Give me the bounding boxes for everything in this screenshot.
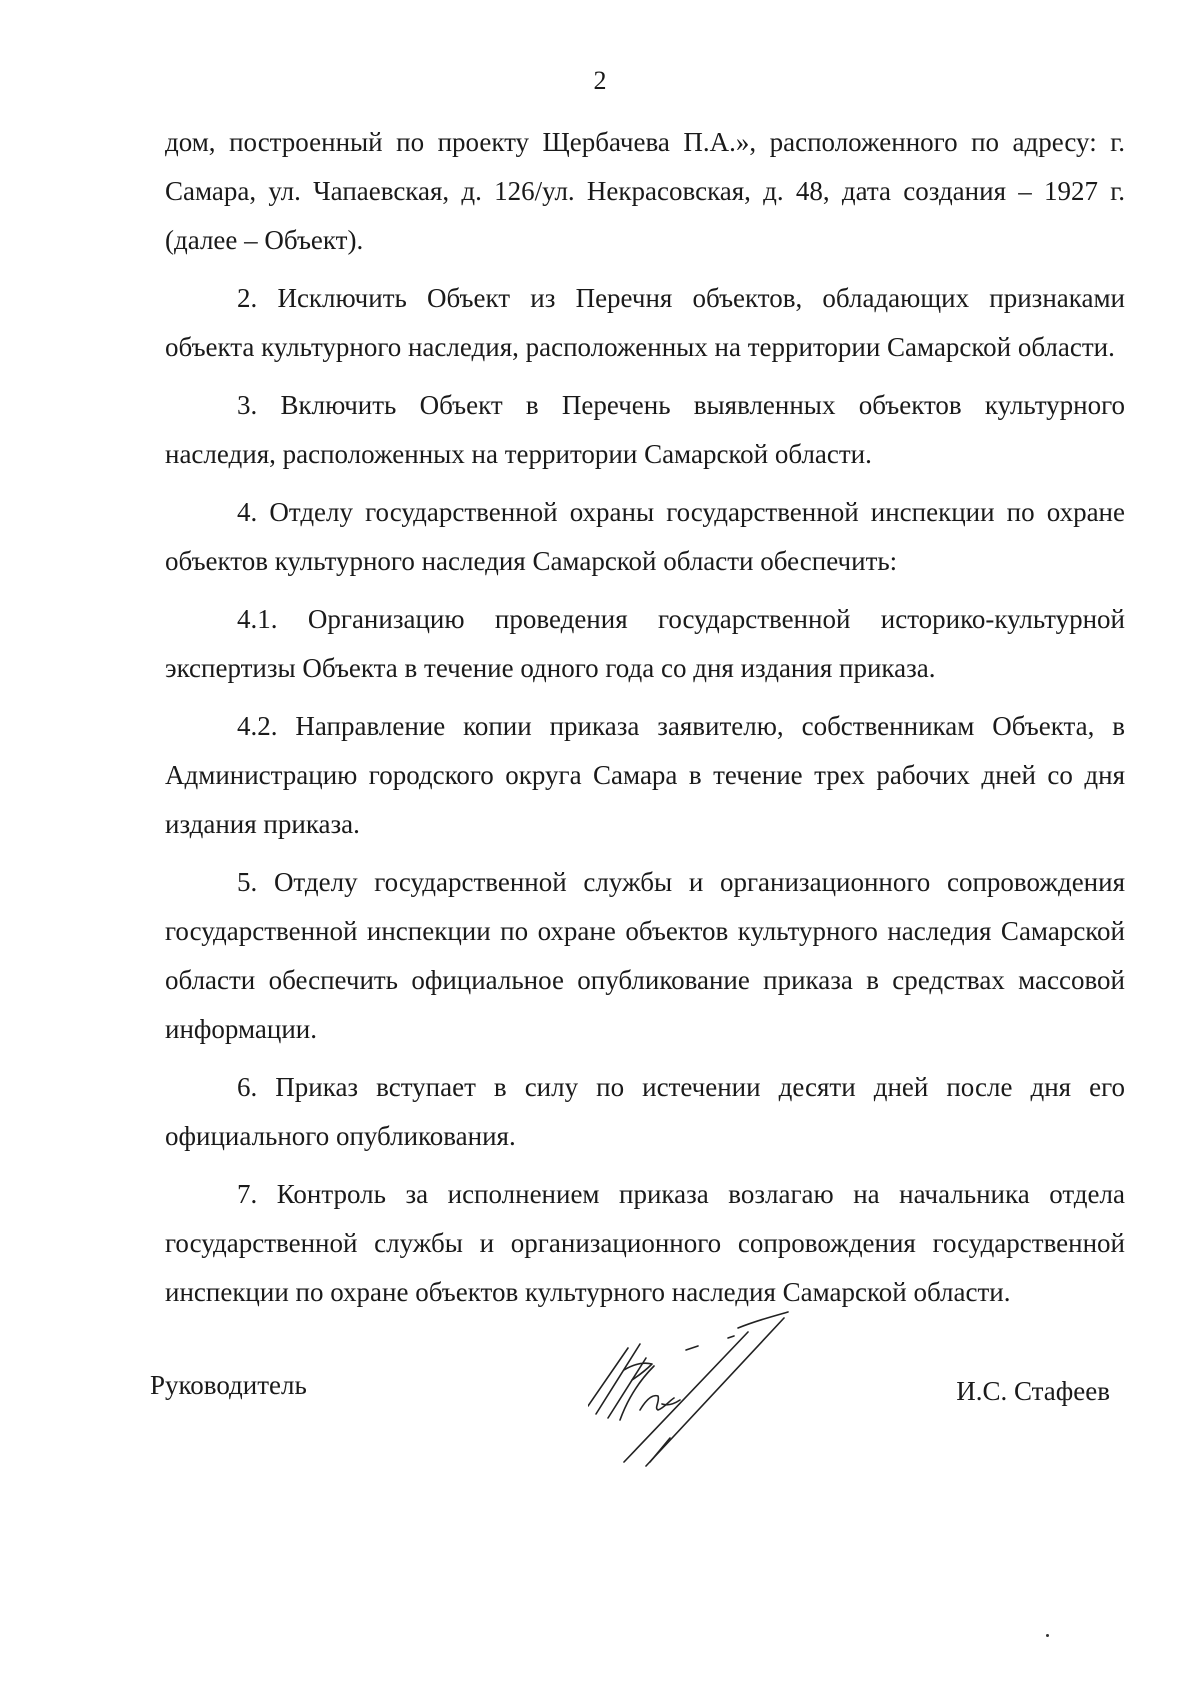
paragraph-item-5: 5. Отделу государственной службы и организационного сопровождения государственной инспекции по охране объектов культурного наследия Самарской области обеспечить официальное опубликование приказа в средствах массовой информации. bbox=[165, 867, 1125, 1044]
paragraph-item-7: 7. Контроль за исполнением приказа возлагаю на начальника отдела государственной службы и организационного сопровождения государственной инспекции по охране объектов культурного наследия Самарской области. bbox=[165, 1179, 1125, 1307]
page-number: 2 bbox=[593, 66, 607, 95]
scan-speck bbox=[1046, 1634, 1049, 1637]
paragraph-item-4-1: 4.1. Организацию проведения государственной историко-культурной экспертизы Объекта в течение одного года со дня издания приказа. bbox=[165, 604, 1125, 683]
paragraph-item-4: 4. Отделу государственной охраны государственной инспекции по охране объектов культурного наследия Самарской области обеспечить: bbox=[165, 497, 1125, 576]
paragraph-item-3: 3. Включить Объект в Перечень выявленных объектов культурного наследия, расположенных на территории Самарской области. bbox=[165, 390, 1125, 469]
paragraph-item-2: 2. Исключить Объект из Перечня объектов, обладающих признаками объекта культурного наследия, расположенных на территории Самарской области. bbox=[165, 283, 1125, 362]
document-body bbox=[165, 118, 1125, 1326]
paragraph-continuation: дом, построенный по проекту Щербачева П.А.», расположенного по адресу: г. Самара, ул. Чапаевская, д. 126/ул. Некрасовская, д. 48, дата создания – 1927 г. (далее – Объект). bbox=[165, 127, 1125, 255]
signer-title: Руководитель bbox=[150, 1370, 307, 1400]
signer-name: И.С. Стафеев bbox=[956, 1376, 1110, 1406]
paragraph-item-4-2: 4.2. Направление копии приказа заявителю, собственникам Объекта, в Администрацию городского округа Самара в течение трех рабочих дней со дня издания приказа. bbox=[165, 711, 1125, 839]
handwritten-signature bbox=[588, 1310, 858, 1470]
paragraph-item-6: 6. Приказ вступает в силу по истечении десяти дней после дня его официального опубликования. bbox=[165, 1072, 1125, 1151]
